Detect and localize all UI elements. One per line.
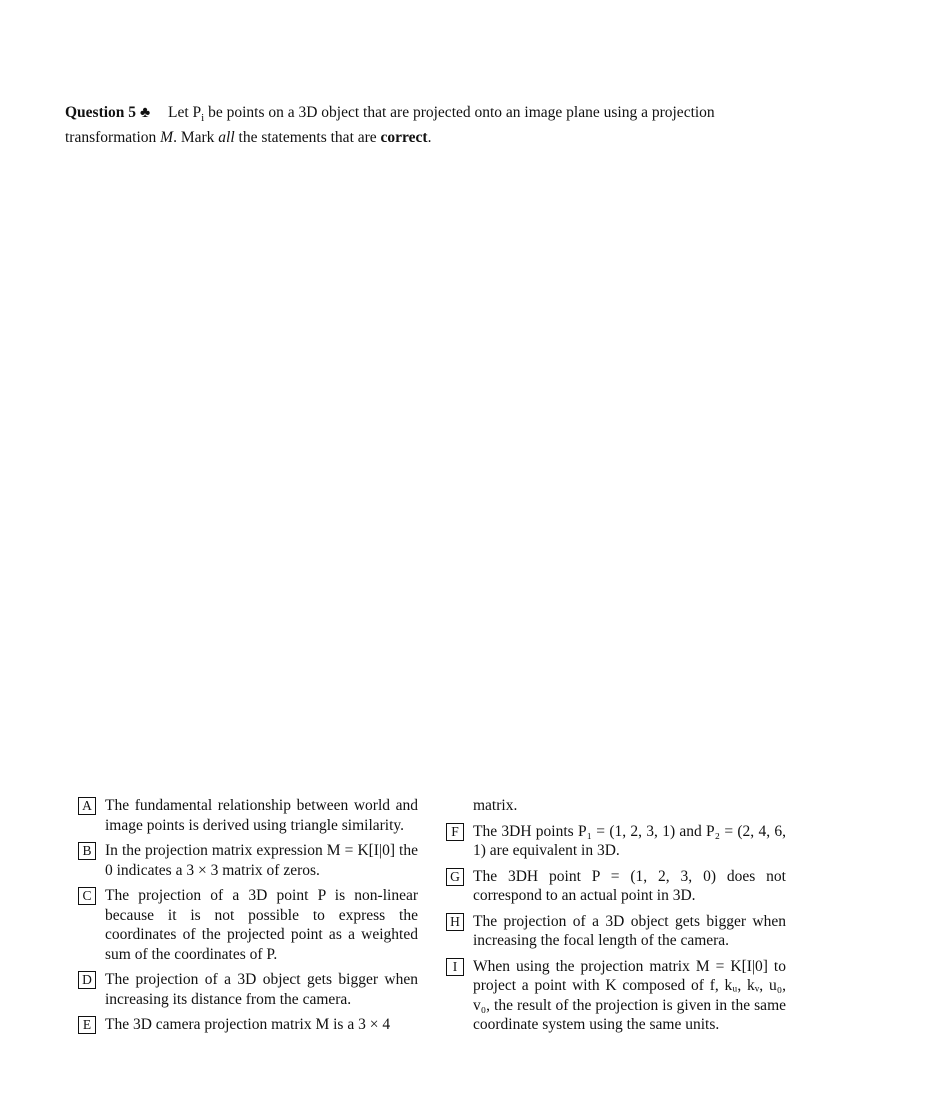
option-b[interactable] bbox=[78, 841, 418, 880]
question-stem bbox=[65, 103, 785, 148]
option-c[interactable] bbox=[78, 886, 418, 964]
options-right-column bbox=[446, 796, 786, 1041]
option-f-text: The 3DH points P₁ = (1, 2, 3, 1) and P₂ = (2, 4, 6, 1) are equivalent in 3D. bbox=[473, 822, 786, 859]
checkbox-g[interactable]: G bbox=[446, 868, 464, 886]
options-left-column bbox=[78, 796, 418, 1041]
option-i[interactable] bbox=[446, 957, 786, 1035]
option-e-continuation: matrix. bbox=[473, 797, 518, 814]
option-c-text: The projection of a 3D point P is non-linear because it is not possible to express the coordinates of the projected point as a weighted sum of the coordinates of P. bbox=[105, 887, 418, 963]
option-d[interactable] bbox=[78, 970, 418, 1009]
checkbox-c[interactable]: C bbox=[78, 887, 96, 905]
option-e[interactable] bbox=[78, 1015, 418, 1035]
option-i-text: When using the projection matrix M = K[I|0] to project a point with K composed of f, kᵤ, kᵥ, u₀, v₀, the result of the projection is given in the same coordinate system using the same units. bbox=[473, 957, 786, 1033]
option-h-text: The projection of a 3D object gets bigger when increasing the focal length of the camera. bbox=[473, 912, 786, 949]
option-d-text: The projection of a 3D object gets bigger when increasing its distance from the camera. bbox=[105, 971, 418, 1008]
emphasis-correct: correct bbox=[380, 129, 428, 147]
checkbox-h[interactable]: H bbox=[446, 913, 464, 931]
checkbox-e[interactable]: E bbox=[78, 1016, 96, 1034]
option-b-text: In the projection matrix expression M = K[I|0] the 0 indicates a 3 × 3 matrix of zeros. bbox=[105, 842, 418, 879]
option-e-text: The 3D camera projection matrix M is a 3 × 4 bbox=[105, 1016, 391, 1033]
checkbox-b[interactable]: B bbox=[78, 842, 96, 860]
checkbox-d[interactable]: D bbox=[78, 971, 96, 989]
option-h[interactable] bbox=[446, 912, 786, 951]
option-g[interactable] bbox=[446, 867, 786, 906]
checkbox-i[interactable]: I bbox=[446, 958, 464, 976]
checkbox-a[interactable]: A bbox=[78, 797, 96, 815]
checkbox-f[interactable]: F bbox=[446, 823, 464, 841]
option-a[interactable] bbox=[78, 796, 418, 835]
stem-text-1: Let $P_i$ be points on a 3D object that are projected onto an image plane using a projection transformation M. Mark all the statements that are correct. bbox=[65, 104, 715, 147]
option-a-text: The fundamental relationship between world and image points is derived using triangle similarity. bbox=[105, 797, 418, 834]
emphasis-all: all bbox=[218, 129, 235, 147]
option-f[interactable] bbox=[446, 822, 786, 861]
option-g-text: The 3DH point P = (1, 2, 3, 0) does not correspond to an actual point in 3D. bbox=[473, 867, 786, 904]
club-icon: ♣ bbox=[139, 104, 151, 121]
question-label: Question 5 bbox=[65, 104, 137, 121]
